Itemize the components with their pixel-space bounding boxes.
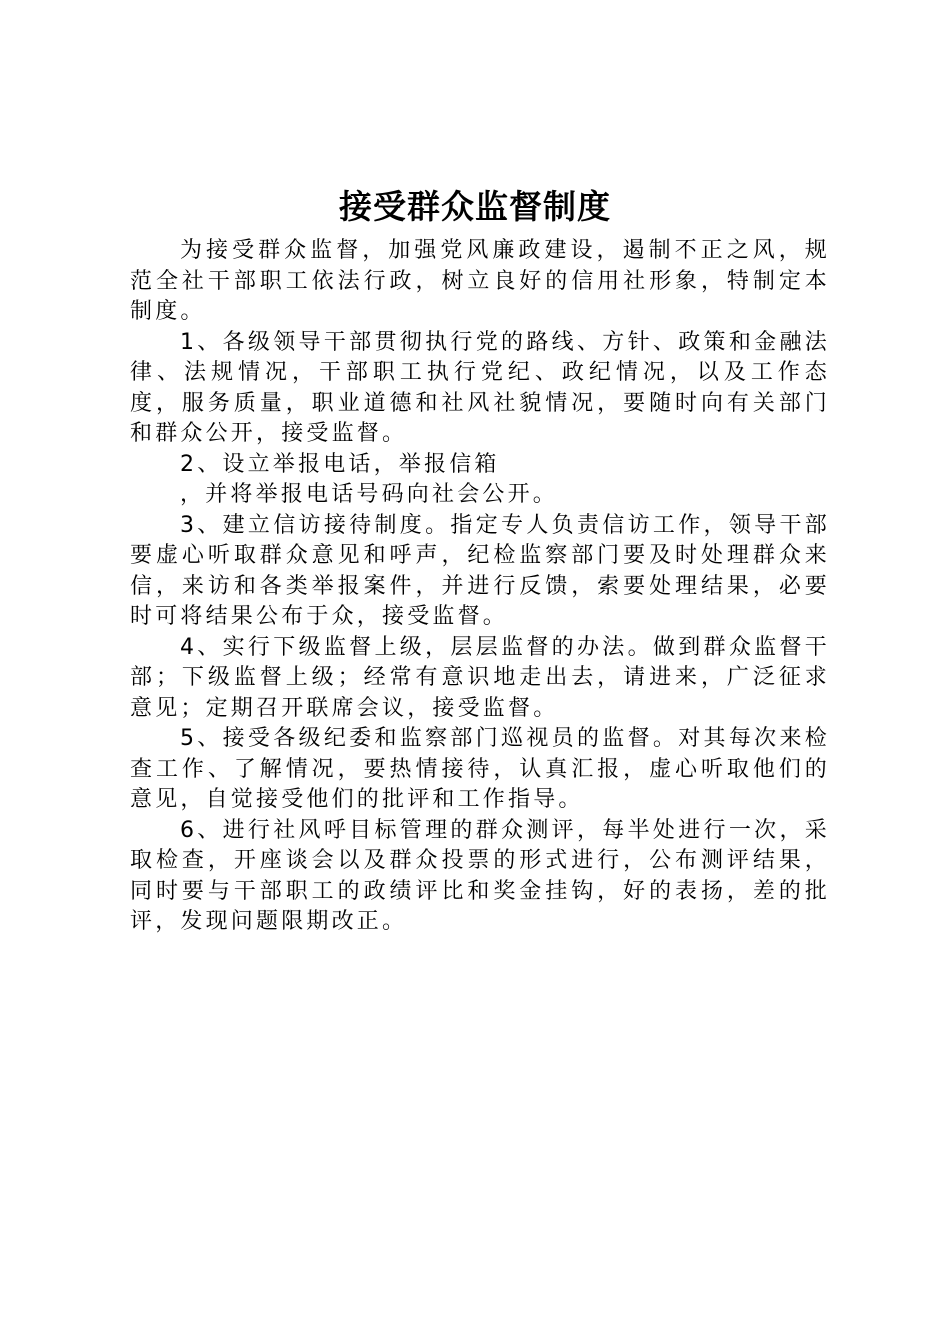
paragraph-intro: 为接受群众监督，加强党风廉政建设，遏制不正之风，规范全社干部职工依法行政，树立良好的信用社形象，特制定本制度。: [130, 238, 830, 324]
document-title: 接受群众监督制度: [339, 187, 611, 226]
paragraph-2: 2、设立举报电话，举报信箱: [180, 451, 500, 477]
paragraph-1: 1、各级领导干部贯彻执行党的路线、方针、政策和金融法律、法规情况，干部职工执行党纪、政纪情况，以及工作态度，服务质量，职业道德和社风社貌情况，要随时向有关部门和群众公开，接受监督。: [130, 329, 830, 446]
paragraph-4: 4、实行下级监督上级，层层监督的办法。做到群众监督干部；下级监督上级；经常有意识地走出去，请进来，广泛征求意见；定期召开联席会议，接受监督。: [130, 634, 830, 721]
paragraph-2-continued: ，并将举报电话号码向社会公开。: [180, 482, 559, 507]
paragraph-3: 3、建立信访接待制度。指定专人负责信访工作，领导干部要虚心听取群众意见和呼声，纪检监察部门要及时处理群众来信，来访和各类举报案件，并进行反馈，索要处理结果，必要时可将结果公布于众，接受监督。: [130, 512, 830, 629]
document-body: [130, 236, 830, 938]
paragraph-6: 6、进行社风呼目标管理的群众测评，每半处进行一次，采取检查，开座谈会以及群众投票的形式进行，公布测评结果，同时要与干部职工的政绩评比和奖金挂钩，好的表扬，差的批评，发现问题限期改正。: [130, 817, 830, 934]
paragraph-5: 5、接受各级纪委和监察部门巡视员的监督。对其每次来检查工作、了解情况，要热情接待，认真汇报，虚心听取他们的意见，自觉接受他们的批评和工作指导。: [130, 726, 830, 812]
